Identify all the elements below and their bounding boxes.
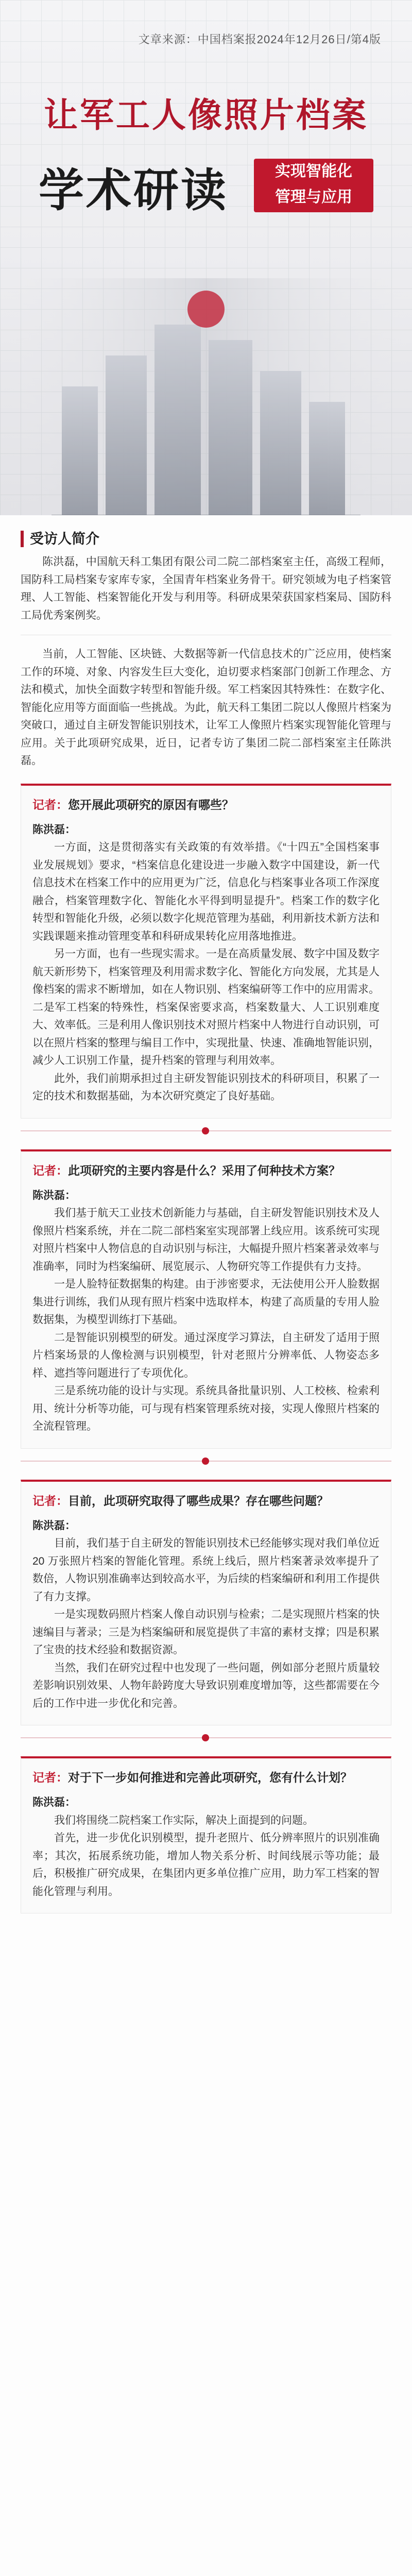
reporter-label: 记者： xyxy=(32,798,68,811)
answer-paragraph: 另一方面，也有一些现实需求。一是在高质量发展、数字中国及数字航天新形势下，档案管理及利用需求数字化、智能化方向发展，尤其是人像档案的需求不断增加，如在人物识别、档案编研等工作中的应用需求。二是军工档案的特殊性，档案保密要求高，档案数量大、人工识别难度大、效率低。三是利用人像识别技术对照片档案中人物进行自动识别，可以在照片档案的整理与编目工作中，实现批量、快速、准确地智能识别，减少人工识别工作量，提升档案的管理与利用效率。 xyxy=(32,948,380,1066)
answer-label: 陈洪磊： xyxy=(32,823,76,836)
question xyxy=(32,1769,380,1787)
answer-label-row xyxy=(32,1187,380,1205)
answer-paragraph: 此外，我们前期承担过自主研发智能识别技术的科研项目，积累了一定的技术和数据基础，为本次研究奠定了良好基础。 xyxy=(32,1072,380,1102)
section-ornament xyxy=(21,1126,391,1136)
answer-paragraph: 首先，进一步优化识别模型，提升老照片、低分辨率照片的识别准确率；其次，拓展系统功能，增加人物关系分析、时间线展示等功能；最后，积极推广研究成果，在集团内更多单位推广应用，助力军工档案的智能化管理与利用。 xyxy=(32,1832,380,1897)
question-text: 您开展此项研究的原因有哪些？ xyxy=(68,798,234,811)
section-ornament xyxy=(21,1733,391,1743)
question xyxy=(32,1162,380,1180)
title-tag xyxy=(254,159,373,212)
reporter-label: 记者： xyxy=(32,1494,68,1507)
answer-label-row xyxy=(32,1517,380,1535)
answer-paragraph: 当然，我们在研究过程中也发现了一些问题，例如部分老照片质量较差影响识别效果、人物年龄跨度大导致识别难度增加等，这些都需要在今后的工作中进一步优化和完善。 xyxy=(32,1662,380,1709)
qa-card xyxy=(21,1480,391,1726)
answer-label-row xyxy=(32,1794,380,1812)
qa-card xyxy=(21,784,391,1118)
question-text: 此项研究的主要内容是什么？采用了何种技术方案？ xyxy=(68,1163,340,1177)
title-main-word: 学术研读 xyxy=(39,165,229,216)
question xyxy=(32,796,380,814)
title-line-1: 让军工人像照片档案 xyxy=(44,96,368,134)
answer-label-row xyxy=(32,821,380,839)
article-source: 文章来源：中国档案报2024年12月26日/第4版 xyxy=(138,33,381,46)
article-body xyxy=(0,515,412,1913)
interviewee-heading: 受访人简介 xyxy=(21,531,391,547)
answer-paragraph: 我们基于航天工业技术创新能力与基础，自主研发智能识别技术及人像照片档案系统，并在二院二部档案室实现部署上线应用。该系统可实现对照片档案中人物信息的自动识别与标注，大幅提升照片档案著录效率与准确率，同时为档案编研、展览展示、人物研究等工作提供有力支持。 xyxy=(32,1207,380,1273)
question-text: 对于下一步如何推进和完善此项研究，您有什么计划？ xyxy=(68,1771,352,1784)
title-tag-line-1: 实现智能化 xyxy=(275,163,352,180)
answer-label: 陈洪磊： xyxy=(32,1519,76,1532)
qa-card xyxy=(21,1756,391,1913)
answer-label: 陈洪磊： xyxy=(32,1189,76,1201)
header-banner xyxy=(0,0,412,515)
answer-paragraph: 三是系统功能的设计与实现。系统具备批量识别、人工校核、检索利用、统计分析等功能，可与现有档案管理系统对接，实现人像照片档案的全流程管理。 xyxy=(32,1385,380,1432)
reporter-label: 记者： xyxy=(32,1771,68,1784)
answer-paragraph: 一方面，这是贯彻落实有关政策的有效举措。《“十四五”全国档案事业发展规划》要求，“档案信息化建设进一步融入数字中国建设，新一代信息技术在档案工作中的应用更为广泛，信息化与档案事业各项工作深度融合，档案管理数字化、智能化水平得到明显提升”。档案工作的数字化转型和智能化升级，必须以数字化规范管理为基础，利用新技术新方法和实践课题来推动管理变革和科研成果转化应用落地推进。 xyxy=(32,841,380,942)
question xyxy=(32,1492,380,1510)
title-line-2 xyxy=(39,155,373,214)
answer-label: 陈洪磊： xyxy=(32,1797,76,1808)
title-tag-line-2: 管理与应用 xyxy=(275,189,352,206)
question-text: 目前，此项研究取得了哪些成果？存在哪些问题？ xyxy=(68,1494,329,1507)
qa-card xyxy=(21,1149,391,1449)
interviewee-intro: 陈洪磊，中国航天科工集团有限公司二院二部档案室主任，高级工程师，国防科工局档案专家库专家，全国青年档案业务骨干。研究领域为电子档案管理、人工智能、档案智能化开发与利用等。科研成果荣获国家档案局、国防科工局优秀案例奖。 xyxy=(21,556,391,621)
answer-paragraph: 二是智能识别模型的研发。通过深度学习算法，自主研发了适用于照片档案场景的人像检测与识别模型，针对老照片分辨率低、人物姿态多样、遮挡等问题进行了专项优化。 xyxy=(32,1331,380,1379)
answer-paragraph: 我们将围绕二院档案工作实际，解决上面提到的问题。 xyxy=(54,1814,314,1826)
answer-paragraph: 一是实现数码照片档案人像自动识别与检索；二是实现照片档案的快速编目与著录；三是为档案编研和展览提供了丰富的素材支撑；四是积累了宝贵的技术经验和数据资源。 xyxy=(32,1608,380,1656)
answer-paragraph: 一是人脸特征数据集的构建。由于涉密要求，无法使用公开人脸数据集进行训练，我们从现有照片档案中选取样本，构建了高质量的专用人脸数据集，为模型训练打下基础。 xyxy=(32,1278,380,1326)
answer-paragraph: 目前，我们基于自主研发的智能识别技术已经能够实现对我们单位近 20 万张照片档案的智能化管理。系统上线后，照片档案著录效率提升了数倍，人物识别准确率达到较高水平，为后续的档案编研和利用工作提供了有力支撑。 xyxy=(32,1537,380,1603)
header-illustration xyxy=(0,278,412,515)
article-lead: 当前，人工智能、区块链、大数据等新一代信息技术的广泛应用，使档案工作的环境、对象、内容发生巨大变化，迫切要求档案部门创新工作理念、方法和模式，加快全面数字转型和智能升级。军工档案因其特殊性：在数字化、智能化应用等方面面临一些挑战。为此，航天科工集团二院以人像照片档案为突破口，通过自主研发智能识别技术，让军工人像照片档案实现智能化管理与应用。关于此项研究成果，近日，记者专访了集团二院二部档案室主任陈洪磊。 xyxy=(21,648,391,767)
section-ornament xyxy=(21,1456,391,1466)
reporter-label: 记者： xyxy=(32,1163,68,1177)
